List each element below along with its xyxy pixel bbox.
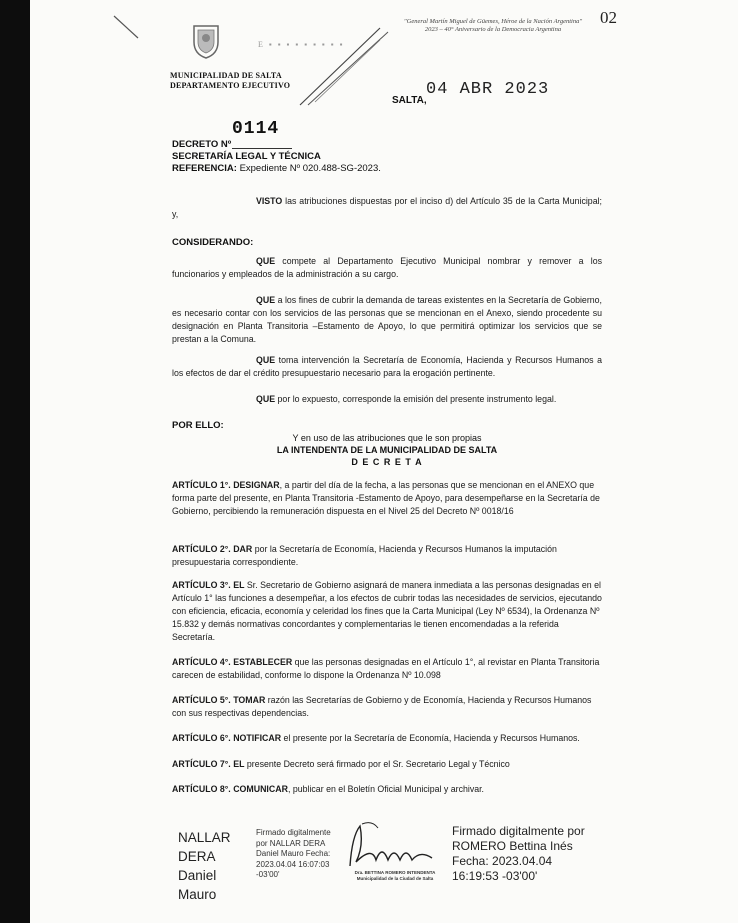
left-digital-signature: Firmado digitalmente por NALLAR DERA Daniel Mauro Fecha: 2023.04.04 16:07:03 -03'00' bbox=[256, 828, 331, 879]
visto-label: VISTO bbox=[256, 196, 283, 206]
corner-pen-stroke bbox=[112, 14, 142, 44]
uso-line: Y en uso de las atribuciones que le son propias bbox=[292, 433, 482, 443]
decree-label: DECRETO Nº bbox=[172, 139, 232, 150]
motto-line-1: "General Martín Miguel de Güemes, Héroe de la Nación Argentina" bbox=[403, 18, 583, 25]
article-2 bbox=[172, 543, 602, 569]
article-verb: DAR bbox=[233, 544, 253, 554]
article-text: el presente por la Secretaría de Economía, Hacienda y Recursos Humanos. bbox=[281, 733, 580, 743]
article-verb: ESTABLECER bbox=[233, 657, 293, 667]
que-text-4: por lo expuesto, corresponde la emisión del presente instrumento legal. bbox=[277, 394, 557, 404]
municipality-heading bbox=[170, 71, 290, 91]
corner-page-mark: 02 bbox=[600, 8, 617, 27]
right-digital-signature: Firmado digitalmente por ROMERO Bettina Inés Fecha: 2023.04.04 16:19:53 -03'00' bbox=[452, 824, 585, 883]
reference-value: Expediente Nº 020.488-SG-2023. bbox=[239, 163, 381, 174]
city-label: SALTA, bbox=[392, 95, 427, 106]
official-seal-stamp: Dra. BETTINA ROMERO INTENDENTA Municipalidad de la Ciudad de Salta bbox=[354, 870, 436, 881]
article-text: , a partir del día de la fecha, a las personas que se mencionan en el ANEXO que forma parte del presente, en Planta Transitoria -Estamento de Apoyo, para desempeñarse en la Secretaría de Gobierno, percibiendo la remuneración dispuesta en el Nivel 25 del Decreto Nº 0018/16 bbox=[172, 480, 600, 516]
visto-text: las atribuciones dispuestas por el inciso d) del Artículo 35 de la Carta Municipal; y, bbox=[172, 196, 602, 219]
reference-label: REFERENCIA: bbox=[172, 163, 237, 174]
entry-stamp: E ▪ ▪ ▪ ▪ ▪ ▪ ▪ ▪ ▪ bbox=[258, 40, 345, 49]
article-6 bbox=[172, 732, 602, 745]
que-text-2: a los fines de cubrir la demanda de tareas existentes en la Secretaría de Gobierno, es necesario contar con los servicios de las personas que se mencionan en el Anexo, siendo procedente su designación en Planta Transitoria –Estamento de Apoyo, lo que permitirá optimizar los servicios que se prestan a la Comuna. bbox=[172, 295, 602, 344]
decree-number: 0114 bbox=[232, 119, 280, 139]
que-paragraph-1 bbox=[172, 255, 602, 281]
article-3 bbox=[172, 579, 602, 644]
que-text-1: compete al Departamento Ejecutivo Municipal nombrar y remover a los funcionarios y empleados de la administración a su cargo. bbox=[172, 256, 602, 279]
article-verb: TOMAR bbox=[233, 695, 266, 705]
que-paragraph-2 bbox=[172, 294, 602, 346]
article-7 bbox=[172, 758, 602, 771]
article-text: , publicar en el Boletín Oficial Municipal y archivar. bbox=[287, 784, 485, 794]
que-label: QUE bbox=[256, 256, 276, 266]
official-motto bbox=[388, 18, 598, 34]
que-paragraph-4 bbox=[172, 393, 602, 406]
motto-line-2: 2023 – 40° Aniversario de la Democracia Argentina bbox=[424, 26, 562, 33]
decreta-heading: D E C R E T A bbox=[351, 457, 423, 467]
considerando-heading: CONSIDERANDO: bbox=[172, 237, 254, 248]
article-8 bbox=[172, 783, 602, 796]
reference-line bbox=[172, 163, 381, 175]
article-label: ARTÍCULO 6°. bbox=[172, 733, 231, 743]
department-name: DEPARTAMENTO EJECUTIVO bbox=[170, 81, 291, 90]
que-text-3: toma intervención la Secretaría de Economía, Hacienda y Recursos Humanos a los efectos de dar el crédito presupuestario necesario para la erogación pertinente. bbox=[172, 355, 602, 378]
article-verb: EL bbox=[233, 759, 245, 769]
handwritten-initial-strokes bbox=[280, 20, 400, 110]
article-text: que las personas designadas en el Artículo 1°, al revistar en Planta Transitoria carecen de estabilidad, conforme lo dispone la Ordenanza Nº 10.098 bbox=[172, 657, 600, 680]
que-label: QUE bbox=[256, 295, 276, 305]
article-text: razón las Secretarías de Gobierno y de Economía, Hacienda y Recursos Humanos con sus respectivas dependencias. bbox=[172, 695, 592, 718]
article-5 bbox=[172, 694, 602, 720]
intendenta-heading: LA INTENDENTA DE LA MUNICIPALIDAD DE SALTA bbox=[276, 445, 498, 455]
left-signer-name: NALLAR DERA Daniel Mauro bbox=[178, 830, 231, 902]
article-label: ARTÍCULO 3°. bbox=[172, 580, 231, 590]
article-1 bbox=[172, 479, 602, 518]
handwritten-signature bbox=[342, 816, 442, 876]
coat-of-arms-emblem bbox=[186, 20, 226, 60]
article-label: ARTÍCULO 4°. bbox=[172, 657, 231, 667]
article-text: por la Secretaría de Economía, Hacienda y Recursos Humanos la imputación presupuestaria correspondiente. bbox=[172, 544, 557, 567]
document-page bbox=[30, 0, 738, 923]
article-verb: NOTIFICAR bbox=[233, 733, 282, 743]
date-stamp: 04 ABR 2023 bbox=[426, 80, 550, 99]
article-4 bbox=[172, 656, 602, 682]
article-text: presente Decreto será firmado por el Sr. Secretario Legal y Técnico bbox=[244, 759, 510, 769]
que-label: QUE bbox=[256, 394, 276, 404]
que-paragraph-3 bbox=[172, 354, 602, 380]
article-label: ARTÍCULO 7°. bbox=[172, 759, 231, 769]
secretariat-title: SECRETARÍA LEGAL Y TÉCNICA bbox=[172, 151, 321, 162]
article-verb: EL bbox=[233, 580, 245, 590]
article-verb: COMUNICAR bbox=[233, 784, 288, 794]
article-label: ARTÍCULO 2°. bbox=[172, 544, 231, 554]
article-verb: DESIGNAR bbox=[233, 480, 280, 490]
decree-number-line bbox=[232, 148, 292, 149]
por-ello-heading: POR ELLO: bbox=[172, 420, 224, 431]
article-label: ARTÍCULO 1°. bbox=[172, 480, 231, 490]
article-text: Sr. Secretario de Gobierno asignará de manera inmediata a las personas designadas en el Artículo 1° las funciones a desempeñar, a los efectos de cubrir todas las necesidades de servicios, ejecutando con eficiencia, eficacia, economía y celeridad los fines que la Carta Municipal (Ley Nº 6534), la Ordenanza Nº 15.832 y demás normativas concordantes y complementarias le tienen encomendadas a la referida Secretaría. bbox=[172, 580, 602, 642]
article-label: ARTÍCULO 5°. bbox=[172, 695, 231, 705]
que-label: QUE bbox=[256, 355, 276, 365]
article-label: ARTÍCULO 8°. bbox=[172, 784, 231, 794]
visto-paragraph bbox=[172, 195, 602, 221]
municipality-name: MUNICIPALIDAD DE SALTA bbox=[170, 71, 282, 80]
